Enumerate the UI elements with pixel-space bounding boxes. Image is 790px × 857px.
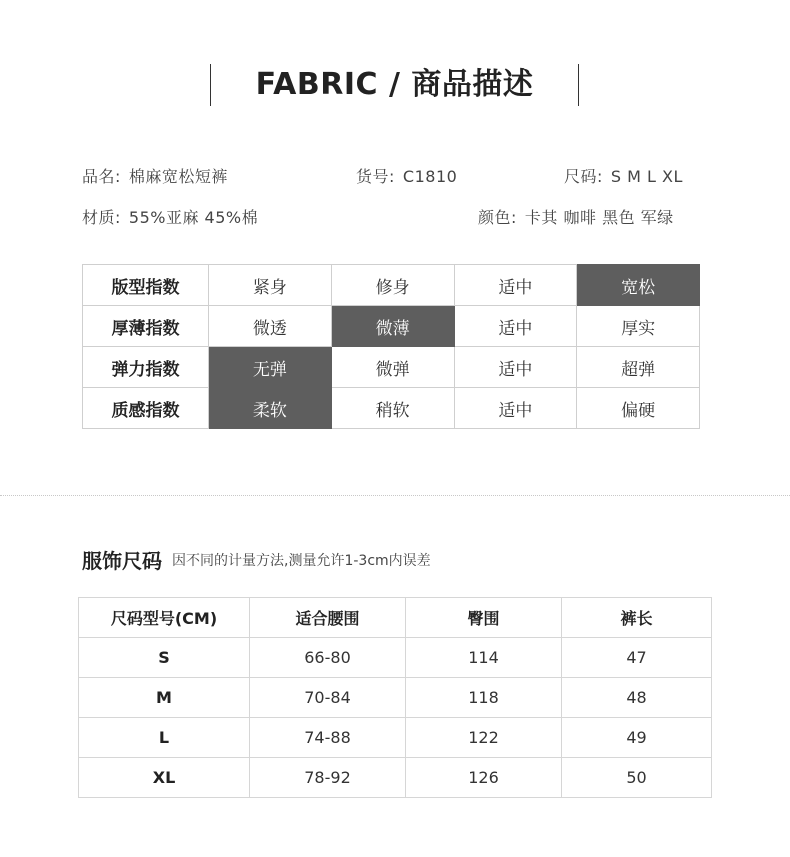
size-cell: M [79, 678, 250, 718]
fabric-row-elasticity [83, 347, 700, 388]
product-colors-value: 卡其 咖啡 黑色 军绿 [524, 208, 674, 227]
fabric-option: 超弹 [577, 347, 700, 388]
product-colors-label: 颜色: [478, 208, 517, 227]
fabric-option: 微透 [209, 306, 332, 347]
fabric-option: 适中 [454, 306, 577, 347]
fabric-row-label: 版型指数 [83, 265, 209, 306]
fabric-row-texture [83, 388, 700, 429]
waist-cell: 74-88 [250, 718, 406, 758]
fabric-option: 紧身 [209, 265, 332, 306]
fabric-option-selected: 宽松 [577, 265, 700, 306]
fabric-option: 适中 [454, 347, 577, 388]
waist-cell: 66-80 [250, 638, 406, 678]
hip-cell: 114 [406, 638, 562, 678]
product-sizes-value: S M L XL [610, 167, 683, 186]
length-cell: 49 [562, 718, 712, 758]
fabric-option: 偏硬 [577, 388, 700, 429]
size-cell: XL [79, 758, 250, 798]
hip-cell: 122 [406, 718, 562, 758]
product-material-label: 材质: [82, 208, 121, 227]
product-name-label: 品名: [82, 167, 121, 186]
fabric-option: 适中 [454, 388, 577, 429]
size-cell: L [79, 718, 250, 758]
size-section-note: 因不同的计量方法,测量允许1-3cm内误差 [172, 552, 431, 569]
section-header [0, 64, 790, 106]
section-divider [0, 495, 790, 496]
fabric-option-selected: 柔软 [209, 388, 332, 429]
waist-cell: 78-92 [250, 758, 406, 798]
hip-cell: 126 [406, 758, 562, 798]
size-cell: S [79, 638, 250, 678]
product-sku [356, 164, 457, 187]
fabric-row-label: 弹力指数 [83, 347, 209, 388]
fabric-option: 厚实 [577, 306, 700, 347]
hip-cell: 118 [406, 678, 562, 718]
size-header-cell: 尺码型号(CM) [79, 598, 250, 638]
product-material [82, 205, 258, 228]
header-divider-right [578, 64, 579, 106]
page-title: FABRIC / 商品描述 [255, 67, 534, 102]
size-section-header [82, 545, 431, 574]
table-row [79, 678, 712, 718]
table-row [79, 638, 712, 678]
length-cell: 50 [562, 758, 712, 798]
product-colors [478, 205, 674, 228]
size-header-cell: 臀围 [406, 598, 562, 638]
product-sizes-label: 尺码: [564, 167, 603, 186]
fabric-option-selected: 微薄 [331, 306, 454, 347]
product-sizes [564, 164, 683, 187]
fabric-index-table [82, 264, 700, 429]
fabric-row-label: 质感指数 [83, 388, 209, 429]
product-name-value: 棉麻宽松短裤 [128, 167, 228, 186]
fabric-row-fit [83, 265, 700, 306]
size-table-header [79, 598, 712, 638]
fabric-option-selected: 无弹 [209, 347, 332, 388]
size-header-cell: 裤长 [562, 598, 712, 638]
product-sku-value: C1810 [402, 167, 458, 186]
size-chart-table [78, 597, 712, 798]
fabric-option: 微弹 [331, 347, 454, 388]
product-name [82, 164, 228, 187]
length-cell: 48 [562, 678, 712, 718]
table-row [79, 758, 712, 798]
size-section-title: 服饰尺码 [82, 549, 162, 573]
waist-cell: 70-84 [250, 678, 406, 718]
product-sku-label: 货号: [356, 167, 395, 186]
product-material-value: 55%亚麻 45%棉 [128, 208, 259, 227]
fabric-option: 修身 [331, 265, 454, 306]
fabric-option: 适中 [454, 265, 577, 306]
fabric-row-label: 厚薄指数 [83, 306, 209, 347]
length-cell: 47 [562, 638, 712, 678]
table-row [79, 718, 712, 758]
fabric-row-thickness [83, 306, 700, 347]
fabric-option: 稍软 [331, 388, 454, 429]
size-header-cell: 适合腰围 [250, 598, 406, 638]
